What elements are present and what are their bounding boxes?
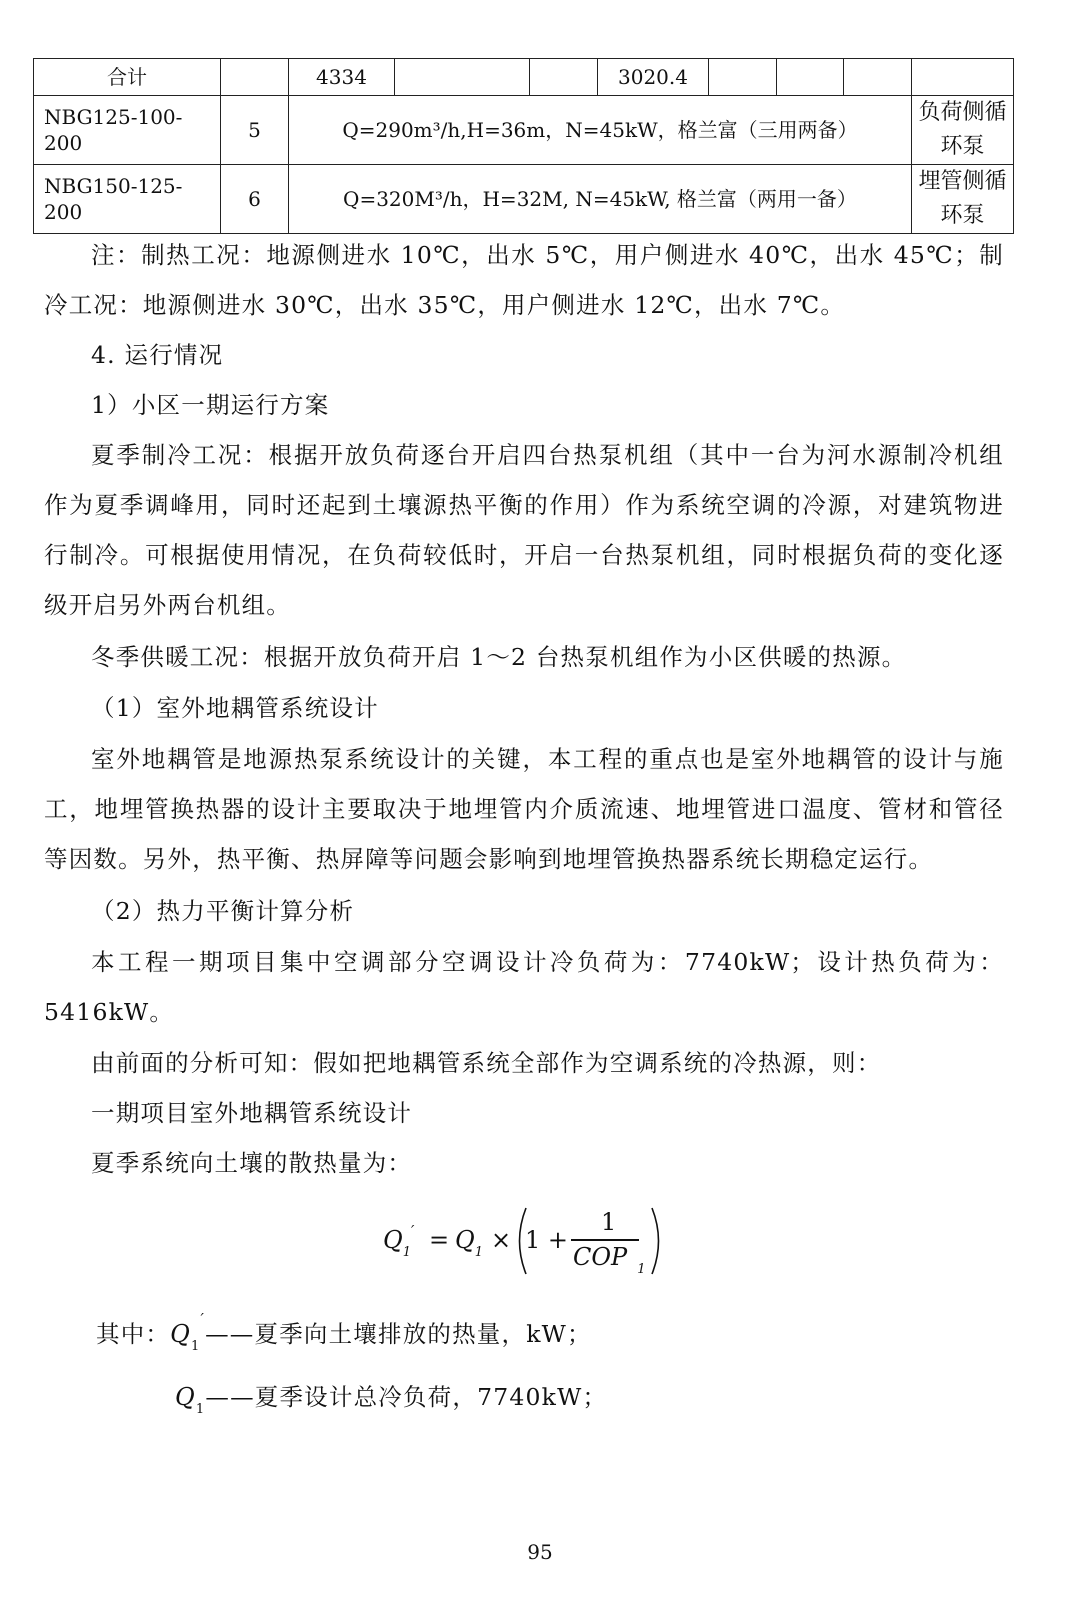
formula-lhs: $Q_1'$ xyxy=(383,1222,415,1260)
pump-spec: Q=320M³/h，H=32M, N=45kW, 格兰富（两用一备） xyxy=(289,165,912,234)
table-cell xyxy=(395,59,530,96)
page-number: 95 xyxy=(527,1540,553,1564)
analysis-paragraph: 由前面的分析可知：假如把地耦管系统全部作为空调系统的冷热源，则： xyxy=(91,1049,882,1077)
formula-numerator: 1 xyxy=(601,1208,617,1236)
table-row xyxy=(34,59,1014,96)
pump-note: 负荷侧循环泵 xyxy=(912,96,1014,165)
section-heading: 4. 运行情况 xyxy=(91,341,224,369)
pump-count: 6 xyxy=(221,165,289,234)
summer-paragraph: 夏季制冷工况：根据开放负荷逐台开启四台热泵机组（其中一台为河水源制冷机组作为夏季调峰用，同时还起到土壤源热平衡的作用）作为系统空调的冷源，对建筑物进行制冷。可根据使用情况，在负荷较低时，开启一台热泵机组，同时根据负荷的变化逐级开启另外两台机组。 xyxy=(44,441,1004,619)
pump-model: NBG125-100-200 xyxy=(34,96,221,165)
formula-rhs: $Q_1$ xyxy=(455,1226,483,1260)
load-paragraph: 本工程一期项目集中空调部分空调设计冷负荷为：7740kW；设计热负荷为：5416kW。 xyxy=(44,948,1004,1026)
table-note: 注：制热工况：地源侧进水 10℃，出水 5℃，用户侧进水 40℃，出水 45℃；制冷工况：地源侧进水 30℃，出水 35℃，用户侧进水 12℃，出水 7℃。 xyxy=(44,241,1004,319)
summer-heat-paragraph: 夏季系统向土壤的散热量为： xyxy=(91,1149,413,1177)
subsection-heading: （1）室外地耦管系统设计 xyxy=(91,694,379,722)
equipment-table xyxy=(33,58,1014,234)
table-cell xyxy=(777,59,844,96)
definition-q1-prime: 其中：$Q_1'——$夏季向土壤排放的热量，kW； xyxy=(96,1310,592,1354)
pump-model: NBG150-125-200 xyxy=(34,165,221,234)
formula-times: × xyxy=(491,1226,512,1254)
table-cell xyxy=(844,59,912,96)
total-value-a: 4334 xyxy=(289,59,395,96)
table-row xyxy=(34,96,1014,165)
definition-q1: $Q_1——$夏季设计总冷负荷，7740kW； xyxy=(175,1383,608,1417)
formula-denominator: COP $_1$ xyxy=(573,1243,646,1277)
table-cell xyxy=(709,59,777,96)
formula-one-plus: 1 + xyxy=(525,1226,569,1254)
subsection-heading: （2）热力平衡计算分析 xyxy=(91,897,355,925)
formula-equals: = xyxy=(429,1226,450,1254)
right-paren xyxy=(647,1206,667,1276)
heat-formula xyxy=(383,1206,673,1276)
table-cell xyxy=(530,59,598,96)
design-paragraph: 室外地耦管是地源热泵系统设计的关键，本工程的重点也是室外地耦管的设计与施工，地埋管换热器的设计主要取决于地埋管内介质流速、地埋管进口温度、管材和管径等因数。另外，热平衡、热屏障等问题会影响到地埋管换热器系统长期稳定运行。 xyxy=(44,745,1004,873)
table-row xyxy=(34,165,1014,234)
table-cell xyxy=(221,59,289,96)
subsection-heading: 1）小区一期运行方案 xyxy=(91,391,330,419)
winter-paragraph: 冬季供暖工况：根据开放负荷开启 1～2 台热泵机组作为小区供暖的热源。 xyxy=(91,643,907,671)
table-cell xyxy=(912,59,1014,96)
phase-heading: 一期项目室外地耦管系统设计 xyxy=(91,1099,413,1127)
total-value-b: 3020.4 xyxy=(598,59,709,96)
total-label: 合计 xyxy=(34,59,221,96)
pump-note: 埋管侧循环泵 xyxy=(912,165,1014,234)
fraction-bar xyxy=(571,1239,639,1241)
pump-count: 5 xyxy=(221,96,289,165)
pump-spec: Q=290m³/h,H=36m，N=45kW，格兰富（三用两备） xyxy=(289,96,912,165)
